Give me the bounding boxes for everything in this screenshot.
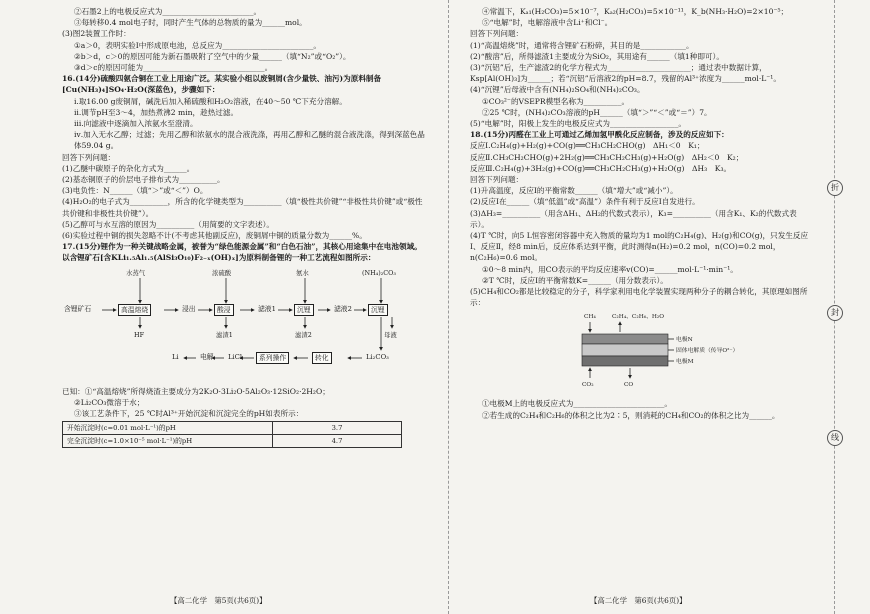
known-info: 已知：①“高温熔烧”所得烧渣主要成分为2K₂O·3Li₂O·5Al₂O₃·12SiO₂·2H₂O； <box>62 386 330 396</box>
text-line: 回答下列问题： <box>470 175 524 185</box>
flow-box-acid: 酸浸 <box>214 304 234 316</box>
reaction-3: 反应Ⅲ.C₂H₄(g)+3H₂(g)+CO(g)══CH₃CH₂CH₃(g)+H₂O(g) ΔH₃ K₃。 <box>470 163 732 173</box>
right-column <box>470 6 814 421</box>
sub-question: (1)升高温度，反应Ⅰ的平衡常数______（填“增大”或“减小”）。 <box>470 186 678 196</box>
flow-label-h2so4: 浓硫酸 <box>212 268 232 277</box>
center-fold-line <box>448 0 449 614</box>
sub-question: (6)实验过程中铜的损失忽略不计(不考虑其他副反应)，废铜屑中铜的质量分数为______%。 <box>62 231 367 241</box>
sub-question: (5)乙醇可与水互溶的原因为__________（用简要的文字表述）。 <box>62 219 274 229</box>
sub-question: ②若生成的C₂H₄和C₂H₆的体积之比为2∶5，则消耗的CH₄和CO₂的体积之比为______。 <box>482 410 780 420</box>
sub-question: ①0～8 min内，用CO表示的平均反应速率v(CO)=______mol·L⁻¹·min⁻¹。 <box>482 264 738 274</box>
table-cell-value: 3.7 <box>273 422 402 435</box>
sub-question: (3)电负性：N______（填“＞”或“＜”）O。 <box>62 186 208 196</box>
sub-question: ①CO₃²⁻的VSEPR模型名称为__________。 <box>482 96 630 106</box>
text-line: ②石墨2上的电极反应式为________________________。 <box>74 7 262 16</box>
flow-box-li-metal: Li <box>172 352 179 361</box>
flow-box-licl: LiCl <box>228 352 243 361</box>
text-line: ③每转移0.4 mol电子时，同时产生气体的总物质的量为______mol。 <box>74 18 307 28</box>
flow-box-convert: 转化 <box>312 352 332 364</box>
table-cell-value: 4.7 <box>273 435 402 448</box>
flow-box-roast: 高温熔烧 <box>118 304 151 316</box>
flow-box-filtrate2: 滤液2 <box>334 304 352 313</box>
flow-arrows <box>62 266 428 384</box>
sub-question: (1)乙醚中碳原子的杂化方式为______。 <box>62 163 195 173</box>
sub-question: (2)基态铜原子的价层电子排布式为__________。 <box>62 175 225 185</box>
flow-box-al: 沉锂 <box>294 304 314 316</box>
table-cell-label: 完全沉淀时(c=1.0×10⁻⁵ mol·L⁻¹)的pH <box>63 435 273 448</box>
flow-label-ammonia: 氨水 <box>296 268 309 277</box>
sub-question: (1)“高温熔烧”时，通常将含锂矿石粉碎，其目的是____________。 <box>470 40 694 50</box>
sub-question: (5)“电解”时，阳极上发生的电极反应式为__________________。 <box>470 119 686 129</box>
flow-label-hf: HF <box>134 330 145 339</box>
left-column <box>62 6 428 448</box>
step-3: ⅲ.向滤液中逐滴加入浓氨水至澄清。 <box>74 119 198 129</box>
sub-question: (3)ΔH₃=__________（用含ΔH₁、ΔH₂的代数式表示），K₃=__________（用含K₁、K₂的代数式表示）。 <box>470 208 797 229</box>
text-line: 回答下列问题： <box>470 29 524 39</box>
text-line: (3)图2装置工作时： <box>62 29 131 39</box>
sub-question: (2)反应Ⅰ在______（填“低温”或“高温”）条件有利于反应Ⅰ自发进行。 <box>470 197 700 207</box>
table-row <box>63 435 402 448</box>
sub-question: (4)T ℃时，向5 L恒容密闭容器中充入物质的量均为1 mol的C₂H₄(g)、H₂(g)和CO(g)，只发生反应Ⅰ、反应Ⅱ，经8 min后，反应体系达到平衡，此时测得n(H₂)=0.2 mol，n(CO)=0.2 mol，n(C₂H₆)=0.6 mol。 <box>470 231 809 263</box>
question-16-stem: 16.(14分)硫酸四氨合铜在工业上用途广泛。某实验小组以废铜屑(含少量铁、油污)为原料制备[Cu(NH₃)₄]SO₄·H₂O(深蓝色)，步骤如下： <box>62 74 382 95</box>
sub-question: (2)“酸溶”后，所得滤渣1主要成分为SiO₂，其用途有______（填1种即可）。 <box>470 51 724 61</box>
sub-question: (5)CH₄和CO₂都是比较稳定的分子，科学家利用电化学装置实现两种分子的耦合转化，其原理如图所示： <box>470 287 808 308</box>
text-line: ②b＞d，c＞0的原因可能为新石墨吸附了空气中的少量______（填“N₂”或“O₂”）。 <box>74 51 351 61</box>
known-info: ②Li₂CO₃微溶于水； <box>74 397 145 407</box>
known-info: ③该工艺条件下，25 ℃时Al³⁺开始沉淀和沉淀完全的pH如表所示： <box>74 409 304 419</box>
sub-question: (4)H₂O₂的电子式为__________，所含的化学键类型为__________（填“极性共价键”“非极性共价键”或“极性共价键和非极性共价键”）。 <box>62 197 423 218</box>
text-line: 回答下列问题： <box>62 152 116 162</box>
sub-question: ①电极M上的电极反应式为________________________。 <box>482 399 673 409</box>
flow-box-filtrate1: 滤液1 <box>258 304 276 313</box>
question-17-stem: 17.(15分)锂作为一种关键战略金属，被誉为“绿色能源金属”和“白色石油”，其核心用途集中在电池领域。以含锂矿石[含KLi₁.₅Al₁.₅(AlSi₃O₁₀)F₂₋ₓ(OH)ₓ]为原料制备锂的一种工艺流程如图所示： <box>62 242 422 263</box>
text-line: ①a＞0，表明实验Ⅰ中形成原电池，总反应为________________________。 <box>74 40 321 50</box>
table-cell-label: 开始沉淀时(c=0.01 mol·L⁻¹)的pH <box>63 422 273 435</box>
side-mark-seal: 封 <box>827 305 843 321</box>
label-co2: CO₂ <box>582 382 594 389</box>
label-electrolyte: 固体电解质（传导O²⁻） <box>676 348 739 355</box>
text-line: ⑤“电解”时，电解溶液中含Li⁺和Cl⁻。 <box>482 18 613 28</box>
flow-box-electrolysis: 电解 <box>200 352 214 361</box>
electrochem-diagram <box>470 310 814 396</box>
flow-label-residue1: 滤渣1 <box>216 330 233 339</box>
sub-question: ②25 ℃时，(NH₄)₂CO₃溶液的pH______（填“＞”“＜”或“＝”）7。 <box>482 107 712 117</box>
sub-question: (3)“沉铝”后，生产滤渣2的化学方程式为______________________；通过表中数据计算，Ksp[Al(OH)₃]为______；若“沉铝”后溶液2的pH=8.7，残留的Al³⁺浓度为______mol·L⁻¹。 <box>470 63 781 84</box>
flow-box-leach: 浸出 <box>182 304 196 313</box>
flow-box-li: 沉锂 <box>368 304 388 316</box>
flow-box-ops: 系列操作 <box>256 352 289 364</box>
side-mark-line: 线 <box>827 430 843 446</box>
label-products: C₂H₄、C₂H₆、H₂O <box>612 314 665 321</box>
reaction-1: 反应Ⅰ.C₂H₄(g)+H₂(g)+CO(g)══CH₃CH₂CHO(g) ΔH₁＜0 K₁； <box>470 141 705 151</box>
reaction-2: 反应Ⅱ.CH₃CH₂CHO(g)+2H₂(g)══CH₃CH₂CH₃(g)+H₂O(g) ΔH₂＜0 K₂； <box>470 152 744 162</box>
side-mark-fold: 折 <box>827 180 843 196</box>
flow-box-ore: 含锂矿石 <box>64 304 92 313</box>
flow-label-mother-liquor: 母液 <box>384 330 397 339</box>
step-1: ⅰ.取16.00 g废铜屑，碱洗后加入稀硫酸和H₂O₂溶液，在40～50 ℃下充分溶解。 <box>74 96 347 106</box>
flow-label-steam: 水蒸气 <box>126 268 146 277</box>
label-electrode-m: 电极M <box>676 359 694 366</box>
flow-box-li2co3: Li₂CO₃ <box>366 352 389 361</box>
page-footer-left: 【高二化学 第5页(共6页)】 <box>170 596 267 605</box>
ph-table <box>62 421 402 448</box>
label-ch4: CH₄ <box>584 314 596 321</box>
text-line: ④常温下，Kₐ₁(H₂CO₃)=5×10⁻⁷，Kₐ₂(H₂CO₃)=5×10⁻¹¹，K_b(NH₃·H₂O)=2×10⁻⁵； <box>482 7 789 16</box>
text-line: ③d＞c的原因可能为________________________________。 <box>74 63 273 73</box>
flow-label-residue2: 滤渣2 <box>295 330 312 339</box>
step-2: ⅱ.调节pH至3～4，加热煮沸2 min，趁热过滤。 <box>74 107 239 117</box>
sub-question: (4)“沉锂”后母液中含有(NH₄)₂SO₄和(NH₄)₂CO₃。 <box>470 85 645 95</box>
sub-question: ②T ℃时，反应Ⅰ的平衡常数K=______（用分数表示）。 <box>482 275 668 285</box>
label-electrode-n: 电极N <box>676 337 693 344</box>
table-row <box>63 422 402 435</box>
question-18-stem: 18.(15分)丙醛在工业上可通过乙烯加氢甲酰化反应制备，涉及的反应如下： <box>470 130 729 140</box>
flow-label-carbonate: (NH₄)₂CO₃ <box>362 268 396 277</box>
page-footer-right: 【高二化学 第6页(共6页)】 <box>590 596 687 605</box>
step-4: ⅳ.加入无水乙醇；过滤；先用乙醇和浓氨水的混合液洗涤，再用乙醇和乙醚的混合液洗涤，得到深蓝色晶体59.04 g。 <box>74 130 425 151</box>
process-flowchart <box>62 266 428 384</box>
label-co: CO <box>624 382 634 389</box>
